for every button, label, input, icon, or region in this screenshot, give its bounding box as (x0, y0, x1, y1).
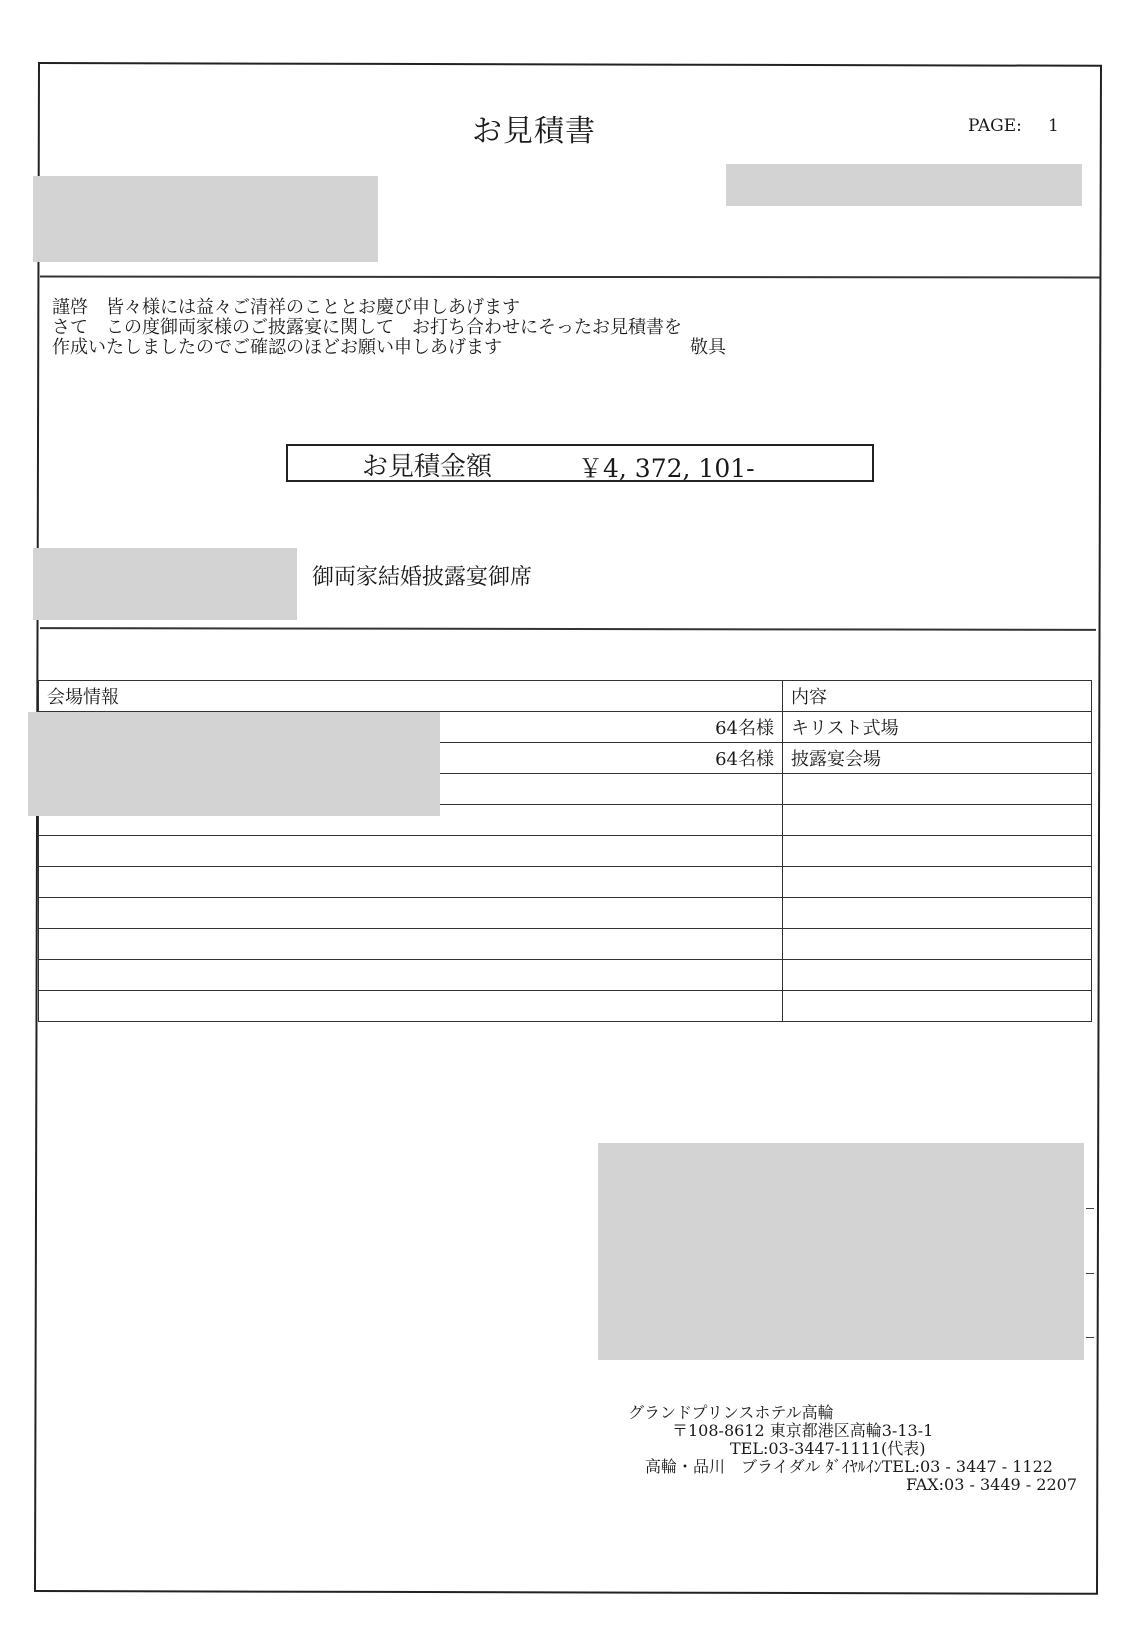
venue-content (783, 960, 1092, 991)
table-row (39, 867, 1092, 898)
greeting-line-3: 作成いたしましたのでご確認のほどお願い申しあげます (52, 337, 502, 358)
page-number: 1 (1048, 116, 1059, 136)
event-title: 御両家結婚披露宴御席 (312, 565, 533, 590)
table-row (39, 929, 1092, 960)
venue-content (783, 867, 1092, 898)
guest-count (39, 867, 783, 898)
table-row (39, 991, 1092, 1022)
venue-content: 披露宴会場 (783, 743, 1092, 774)
redacted-stamp-block (598, 1143, 1084, 1360)
hotel-address: 〒108-8612 東京都港区高輪3-13-1 (672, 1421, 934, 1440)
venue-content: キリスト式場 (783, 712, 1092, 743)
page-label: PAGE: (968, 116, 1022, 136)
redacted-recipient (33, 176, 378, 262)
tick-mark (1086, 1273, 1094, 1274)
hotel-tel: TEL:03-3447-1111(代表) (730, 1439, 926, 1458)
venue-content (783, 774, 1092, 805)
venue-content (783, 805, 1092, 836)
greeting-line-2: さて この度御両家様のご披露宴に関して お打ち合わせにそったお見積書を (52, 317, 682, 338)
tick-mark (1086, 1337, 1094, 1338)
table-row (39, 898, 1092, 929)
hotel-fax: FAX:03 - 3449 - 2207 (906, 1475, 1077, 1494)
guest-count: 64名様 (39, 743, 783, 774)
estimate-amount-box (286, 444, 874, 482)
venue-table-header (39, 681, 1092, 712)
estimate-amount-label: お見積金額 (362, 452, 493, 482)
guest-count: 64名様 (39, 712, 783, 743)
table-row (39, 960, 1092, 991)
guest-count (39, 991, 783, 1022)
redacted-names (33, 548, 297, 620)
venue-content (783, 929, 1092, 960)
venue-content-header: 内容 (783, 681, 1092, 712)
guest-count (39, 960, 783, 991)
greeting-text (52, 298, 732, 358)
guest-count (39, 836, 783, 867)
greeting-closing: 敬具 (690, 337, 726, 358)
table-row (39, 836, 1092, 867)
estimate-amount-value: ￥4, 372, 101- (578, 454, 755, 483)
guest-count (39, 929, 783, 960)
document-title: お見積書 (472, 114, 596, 149)
redacted-venue-names (28, 712, 440, 816)
venue-content (783, 898, 1092, 929)
hotel-name: グランドプリンスホテル高輪 (628, 1403, 834, 1422)
redacted-date (726, 164, 1082, 206)
venue-content (783, 836, 1092, 867)
venue-info-header: 会場情報 (39, 681, 783, 712)
venue-content (783, 991, 1092, 1022)
guest-count (39, 898, 783, 929)
tick-mark (1086, 1208, 1094, 1209)
bridal-dial-in: 高輪・品川 ブライダル ﾀﾞｲﾔﾙｲﾝTEL:03 - 3447 - 1122 (645, 1457, 1053, 1476)
greeting-line-1: 謹啓 皆々様には益々ご清祥のこととお慶び申しあげます (52, 297, 520, 318)
